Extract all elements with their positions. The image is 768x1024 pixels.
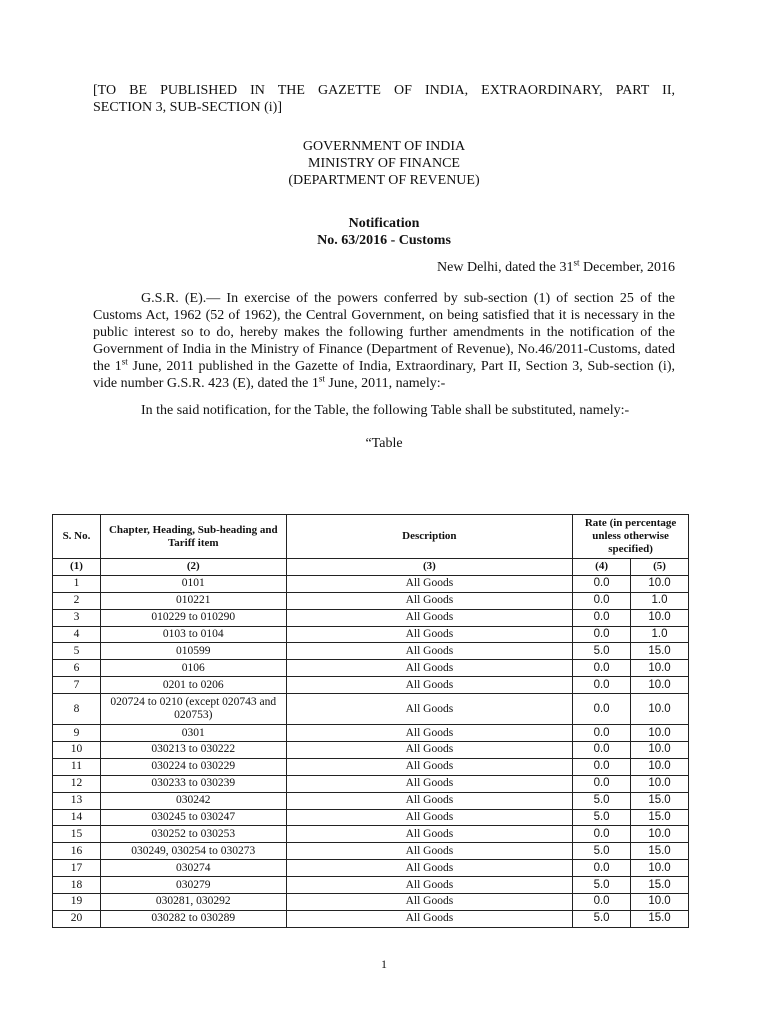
cell-rate-2: 10.0 xyxy=(631,758,689,775)
table-row xyxy=(53,725,689,742)
cell-tariff-item: 030245 to 030247 xyxy=(100,809,286,826)
cell-description: All Goods xyxy=(286,910,572,927)
government-heading xyxy=(93,138,675,189)
header-rate: Rate (in percentage unless otherwise specified) xyxy=(573,515,689,559)
cell-tariff-item: 0301 xyxy=(100,725,286,742)
cell-tariff-item: 010229 to 010290 xyxy=(100,609,286,626)
preamble-ordinal-2: st xyxy=(318,373,325,384)
cell-rate-2: 15.0 xyxy=(631,877,689,894)
cell-tariff-item: 010599 xyxy=(100,643,286,660)
cell-sno: 6 xyxy=(53,660,101,677)
table-row xyxy=(53,609,689,626)
cell-description: All Goods xyxy=(286,575,572,592)
cell-sno: 2 xyxy=(53,592,101,609)
gazette-header-line-2: SECTION 3, SUB-SECTION (i)] xyxy=(93,100,282,115)
header-sno: S. No. xyxy=(53,515,101,559)
header-tariff-item: Chapter, Heading, Sub-heading and Tariff item xyxy=(100,515,286,559)
table-row xyxy=(53,894,689,911)
table-row xyxy=(53,575,689,592)
cell-description: All Goods xyxy=(286,894,572,911)
cell-rate-2: 10.0 xyxy=(631,609,689,626)
col-number-3: (3) xyxy=(286,559,572,576)
cell-sno: 12 xyxy=(53,775,101,792)
col-number-5: (5) xyxy=(631,559,689,576)
cell-rate: 0.0 xyxy=(573,592,631,609)
cell-description: All Goods xyxy=(286,626,572,643)
table-caption: “Table xyxy=(365,436,403,451)
substitution-paragraph: In the said notification, for the Table, the following Table shall be substituted, namely:- xyxy=(141,403,630,418)
cell-sno: 8 xyxy=(53,694,101,725)
table-row xyxy=(53,660,689,677)
cell-rate: 0.0 xyxy=(573,758,631,775)
cell-sno: 11 xyxy=(53,758,101,775)
cell-tariff-item: 0101 xyxy=(100,575,286,592)
cell-rate: 0.0 xyxy=(573,609,631,626)
cell-sno: 1 xyxy=(53,575,101,592)
cell-tariff-item: 0106 xyxy=(100,660,286,677)
cell-description: All Goods xyxy=(286,877,572,894)
cell-rate-2: 15.0 xyxy=(631,643,689,660)
cell-rate: 5.0 xyxy=(573,877,631,894)
cell-sno: 10 xyxy=(53,742,101,759)
cell-rate-2: 10.0 xyxy=(631,775,689,792)
table-body xyxy=(53,575,689,927)
cell-rate-2: 10.0 xyxy=(631,694,689,725)
cell-description: All Goods xyxy=(286,826,572,843)
table-row xyxy=(53,626,689,643)
cell-rate: 0.0 xyxy=(573,860,631,877)
cell-sno: 5 xyxy=(53,643,101,660)
table-row xyxy=(53,677,689,694)
cell-rate-2: 10.0 xyxy=(631,575,689,592)
cell-tariff-item: 030242 xyxy=(100,792,286,809)
cell-rate-2: 15.0 xyxy=(631,809,689,826)
cell-sno: 18 xyxy=(53,877,101,894)
cell-tariff-item: 010221 xyxy=(100,592,286,609)
table-row xyxy=(53,694,689,725)
cell-description: All Goods xyxy=(286,677,572,694)
cell-sno: 19 xyxy=(53,894,101,911)
cell-sno: 17 xyxy=(53,860,101,877)
col-number-2: (2) xyxy=(100,559,286,576)
cell-description: All Goods xyxy=(286,609,572,626)
cell-tariff-item: 020724 to 0210 (except 020743 and 020753) xyxy=(100,694,286,725)
cell-rate: 0.0 xyxy=(573,677,631,694)
date-suffix: December, 2016 xyxy=(579,260,675,275)
cell-description: All Goods xyxy=(286,694,572,725)
table-row xyxy=(53,758,689,775)
cell-sno: 7 xyxy=(53,677,101,694)
cell-tariff-item: 030279 xyxy=(100,877,286,894)
preamble-paragraph xyxy=(93,290,675,392)
preamble-part-2: June, 2011 published in the Gazette of India, Extraordinary, Part II, Section 3, Sub-section (i), vide number G.S.R. 423 (E), dated the 1 xyxy=(93,359,675,391)
cell-rate: 0.0 xyxy=(573,725,631,742)
cell-rate: 0.0 xyxy=(573,626,631,643)
cell-rate: 0.0 xyxy=(573,694,631,725)
cell-rate: 0.0 xyxy=(573,775,631,792)
cell-tariff-item: 030282 to 030289 xyxy=(100,910,286,927)
col-number-4: (4) xyxy=(573,559,631,576)
cell-rate: 5.0 xyxy=(573,809,631,826)
cell-description: All Goods xyxy=(286,742,572,759)
tariff-table xyxy=(52,514,689,928)
notification-number: No. 63/2016 - Customs xyxy=(317,233,451,248)
cell-tariff-item: 030281, 030292 xyxy=(100,894,286,911)
cell-rate-2: 1.0 xyxy=(631,626,689,643)
document-body xyxy=(93,82,675,466)
cell-tariff-item: 030274 xyxy=(100,860,286,877)
gazette-header-line-1: [TO BE PUBLISHED IN THE GAZETTE OF INDIA, EXTRAORDINARY, PART II, xyxy=(93,83,675,98)
cell-sno: 15 xyxy=(53,826,101,843)
cell-description: All Goods xyxy=(286,809,572,826)
cell-rate: 5.0 xyxy=(573,792,631,809)
cell-sno: 4 xyxy=(53,626,101,643)
cell-rate: 0.0 xyxy=(573,826,631,843)
table-row xyxy=(53,910,689,927)
cell-sno: 14 xyxy=(53,809,101,826)
cell-rate-2: 10.0 xyxy=(631,894,689,911)
page-number: 1 xyxy=(381,957,387,971)
cell-tariff-item: 030233 to 030239 xyxy=(100,775,286,792)
cell-tariff-item: 030249, 030254 to 030273 xyxy=(100,843,286,860)
cell-description: All Goods xyxy=(286,725,572,742)
date-ordinal: st xyxy=(573,257,580,268)
table-row xyxy=(53,792,689,809)
cell-rate-2: 10.0 xyxy=(631,742,689,759)
table-row xyxy=(53,843,689,860)
cell-sno: 16 xyxy=(53,843,101,860)
cell-rate-2: 10.0 xyxy=(631,725,689,742)
cell-rate: 0.0 xyxy=(573,575,631,592)
cell-rate: 0.0 xyxy=(573,894,631,911)
cell-sno: 9 xyxy=(53,725,101,742)
header-description: Description xyxy=(286,515,572,559)
cell-description: All Goods xyxy=(286,843,572,860)
table-header-row xyxy=(53,515,689,559)
preamble-ordinal-1: st xyxy=(121,356,128,367)
cell-rate-2: 10.0 xyxy=(631,860,689,877)
table-row xyxy=(53,877,689,894)
cell-rate: 5.0 xyxy=(573,910,631,927)
cell-rate: 5.0 xyxy=(573,843,631,860)
cell-rate-2: 15.0 xyxy=(631,792,689,809)
cell-description: All Goods xyxy=(286,860,572,877)
govt-line-3: (DEPARTMENT OF REVENUE) xyxy=(288,173,480,188)
cell-rate: 5.0 xyxy=(573,643,631,660)
cell-description: All Goods xyxy=(286,592,572,609)
cell-description: All Goods xyxy=(286,660,572,677)
cell-description: All Goods xyxy=(286,792,572,809)
cell-tariff-item: 030252 to 030253 xyxy=(100,826,286,843)
cell-tariff-item: 0103 to 0104 xyxy=(100,626,286,643)
cell-tariff-item: 030213 to 030222 xyxy=(100,742,286,759)
cell-description: All Goods xyxy=(286,775,572,792)
table-row xyxy=(53,775,689,792)
cell-description: All Goods xyxy=(286,643,572,660)
cell-rate-2: 10.0 xyxy=(631,660,689,677)
table-row xyxy=(53,809,689,826)
table-row xyxy=(53,826,689,843)
cell-rate-2: 15.0 xyxy=(631,843,689,860)
table-column-numbers-row xyxy=(53,559,689,576)
cell-rate-2: 1.0 xyxy=(631,592,689,609)
cell-sno: 13 xyxy=(53,792,101,809)
preamble-part-1: G.S.R. (E).— In exercise of the powers conferred by sub-section (1) of section 25 of the Customs Act, 1962 (52 of 1962), the Central Government, on being satisfied that it is necessary in the public interest so to do, hereby makes the following further amendments in the notification of the Government of India in the Ministry of Finance (Department of Revenue), No.46/2011-Customs, dated the 1 xyxy=(93,291,675,374)
date-prefix: New Delhi, dated the 31 xyxy=(437,260,574,275)
cell-description: All Goods xyxy=(286,758,572,775)
cell-rate-2: 10.0 xyxy=(631,826,689,843)
cell-tariff-item: 0201 to 0206 xyxy=(100,677,286,694)
table-row xyxy=(53,860,689,877)
notification-heading xyxy=(93,215,675,249)
govt-line-1: GOVERNMENT OF INDIA xyxy=(302,139,466,154)
govt-line-2: MINISTRY OF FINANCE xyxy=(308,156,460,171)
table-row xyxy=(53,742,689,759)
notification-date xyxy=(93,259,675,276)
col-number-1: (1) xyxy=(53,559,101,576)
cell-rate-2: 10.0 xyxy=(631,677,689,694)
preamble-part-3: June, 2011, namely:- xyxy=(324,376,446,391)
notification-title: Notification xyxy=(348,216,420,231)
table-row xyxy=(53,643,689,660)
table-row xyxy=(53,592,689,609)
cell-rate-2: 15.0 xyxy=(631,910,689,927)
cell-rate: 0.0 xyxy=(573,660,631,677)
cell-sno: 20 xyxy=(53,910,101,927)
cell-tariff-item: 030224 to 030229 xyxy=(100,758,286,775)
cell-rate: 0.0 xyxy=(573,742,631,759)
cell-sno: 3 xyxy=(53,609,101,626)
